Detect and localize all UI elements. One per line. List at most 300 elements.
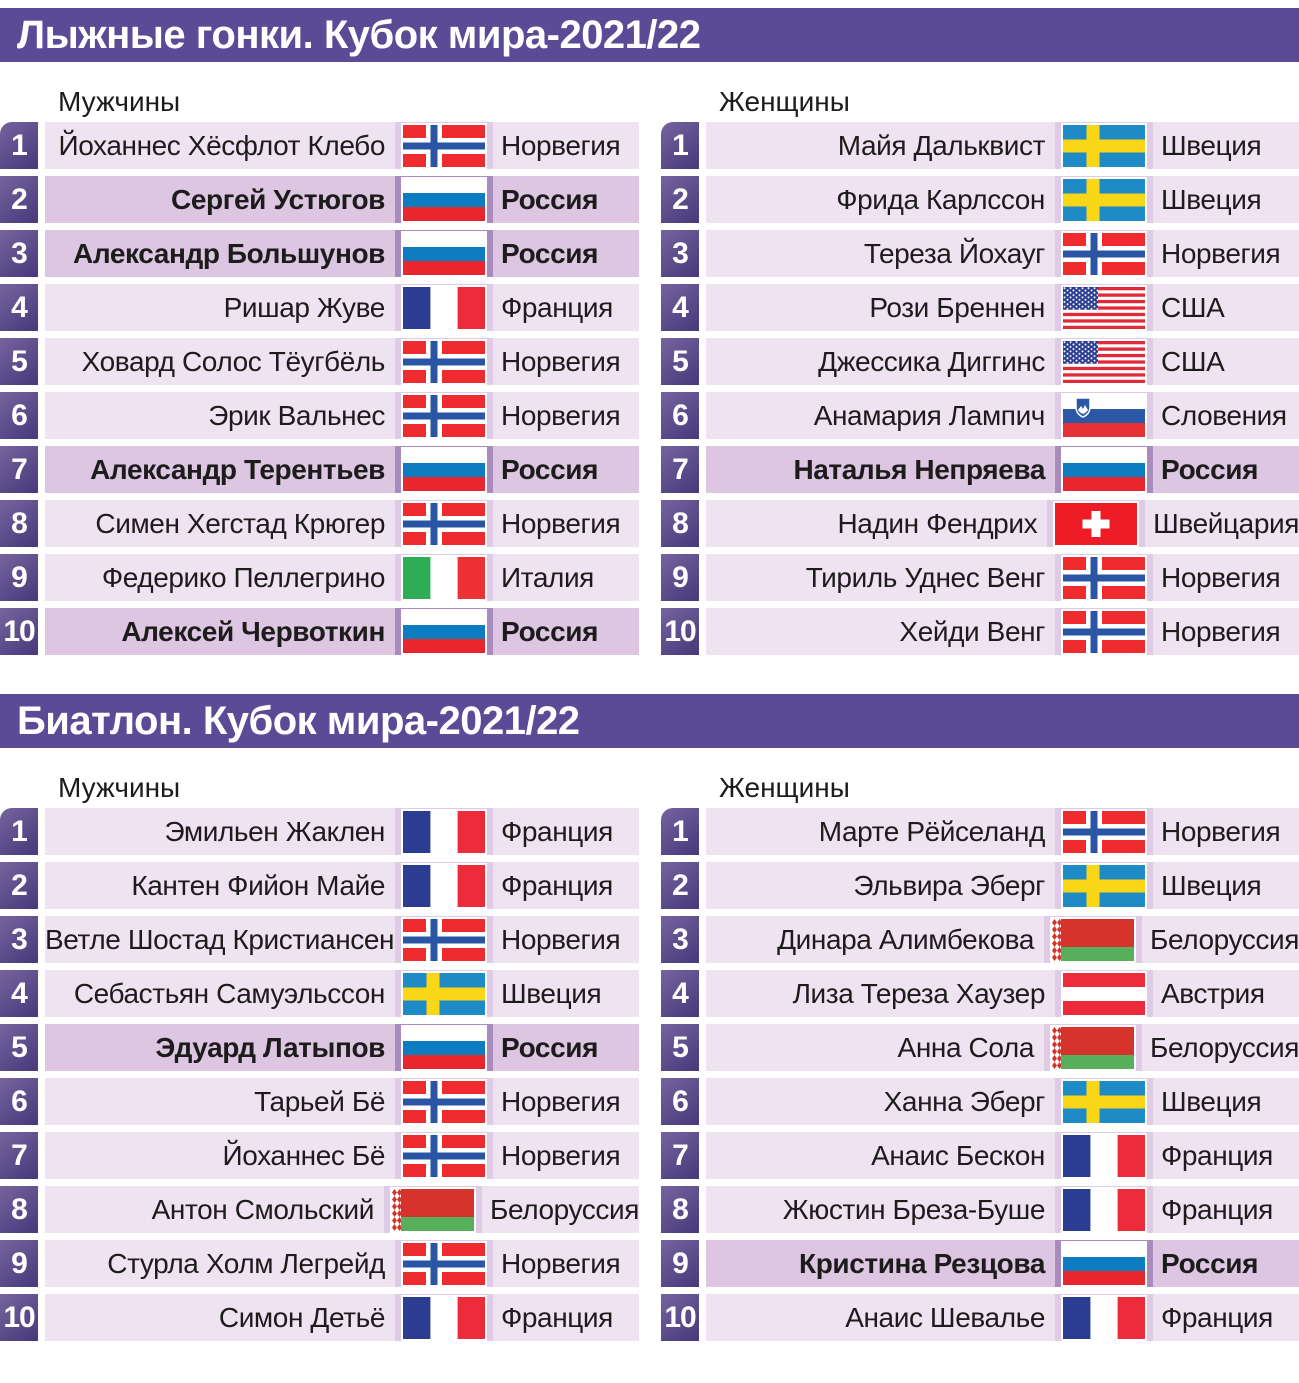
country-name: Франция bbox=[1161, 1193, 1273, 1225]
rank-badge: 7 bbox=[661, 1132, 699, 1179]
ranking-row bbox=[0, 446, 639, 493]
ranking-row bbox=[661, 1024, 1299, 1071]
rank-badge: 4 bbox=[661, 970, 699, 1017]
athlete-name: Лиза Тереза Хаузер bbox=[792, 977, 1045, 1009]
row-bar bbox=[706, 284, 1299, 331]
row-bar bbox=[706, 1078, 1299, 1125]
rank-badge: 1 bbox=[0, 808, 38, 855]
switzerland-flag-icon bbox=[1053, 501, 1139, 547]
norway-flag-icon bbox=[401, 1133, 487, 1179]
flag-cell bbox=[1055, 554, 1153, 601]
flag-cell bbox=[395, 862, 493, 909]
ranking-row bbox=[0, 1024, 639, 1071]
country-name: Франция bbox=[501, 869, 613, 901]
flag-cell bbox=[1055, 230, 1153, 277]
athlete-name: Симон Детьё bbox=[218, 1301, 385, 1333]
section-columns bbox=[0, 62, 1299, 662]
flag-cell bbox=[1055, 122, 1153, 169]
country-name: Белоруссия bbox=[1150, 1031, 1299, 1063]
flag-cell bbox=[395, 1132, 493, 1179]
country-name: Австрия bbox=[1161, 977, 1265, 1009]
row-bar bbox=[706, 122, 1299, 169]
country-name: Россия bbox=[1161, 1247, 1259, 1279]
athlete-name: Анна Сола bbox=[897, 1031, 1034, 1063]
flag-cell bbox=[1055, 446, 1153, 493]
rank-badge: 5 bbox=[661, 338, 699, 385]
row-bar bbox=[45, 608, 639, 655]
section-biathlon bbox=[0, 694, 1299, 1348]
row-bar bbox=[45, 1078, 639, 1125]
rank-badge: 5 bbox=[0, 338, 38, 385]
country-name: Белоруссия bbox=[490, 1193, 639, 1225]
row-bar bbox=[706, 916, 1299, 963]
ranking-row bbox=[0, 1240, 639, 1287]
rank-badge: 3 bbox=[0, 230, 38, 277]
rank-badge: 9 bbox=[0, 1240, 38, 1287]
flag-cell bbox=[395, 122, 493, 169]
ranking-row bbox=[661, 392, 1299, 439]
flag-cell bbox=[395, 446, 493, 493]
athlete-name: Кантен Фийон Майе bbox=[131, 869, 385, 901]
country-name: Россия bbox=[501, 1031, 599, 1063]
flag-cell bbox=[1055, 1294, 1153, 1341]
flag-cell bbox=[1055, 338, 1153, 385]
row-bar bbox=[45, 808, 639, 855]
row-bar bbox=[45, 176, 639, 223]
ranking-row bbox=[0, 392, 639, 439]
column-women bbox=[661, 748, 1299, 1348]
rank-badge: 8 bbox=[0, 1186, 38, 1233]
athlete-name: Симен Хегстад Крюгер bbox=[95, 507, 385, 539]
flag-cell bbox=[1044, 916, 1142, 963]
ranking-row bbox=[661, 970, 1299, 1017]
usa-flag-icon bbox=[1061, 285, 1147, 331]
austria-flag-icon bbox=[1061, 971, 1147, 1017]
row-bar bbox=[706, 230, 1299, 277]
athlete-name: Тереза Йохауг bbox=[863, 237, 1045, 269]
italy-flag-icon bbox=[401, 555, 487, 601]
ranking-row bbox=[0, 1078, 639, 1125]
ranking-list bbox=[661, 808, 1299, 1341]
country-name: Норвегия bbox=[501, 345, 621, 377]
ranking-row bbox=[0, 970, 639, 1017]
flag-cell bbox=[1044, 1024, 1142, 1071]
ranking-row bbox=[661, 808, 1299, 855]
row-bar bbox=[706, 808, 1299, 855]
norway-flag-icon bbox=[401, 1241, 487, 1287]
athlete-name: Антон Смольский bbox=[151, 1193, 374, 1225]
athlete-name: Стурла Холм Легрейд bbox=[107, 1247, 385, 1279]
france-flag-icon bbox=[401, 285, 487, 331]
row-bar bbox=[706, 1240, 1299, 1287]
athlete-name: Александр Терентьев bbox=[90, 453, 385, 485]
ranking-row bbox=[661, 338, 1299, 385]
ranking-row bbox=[661, 1294, 1299, 1341]
slovenia-flag-icon bbox=[1061, 393, 1147, 439]
row-bar bbox=[706, 446, 1299, 493]
ranking-row bbox=[0, 1132, 639, 1179]
row-bar bbox=[45, 1294, 639, 1341]
ranking-row bbox=[661, 230, 1299, 277]
belarus-flag-icon bbox=[1050, 1025, 1136, 1071]
country-name: Швеция bbox=[501, 977, 602, 1009]
row-bar bbox=[706, 1024, 1299, 1071]
athlete-name: Сергей Устюгов bbox=[171, 183, 385, 215]
rank-badge: 7 bbox=[0, 1132, 38, 1179]
rank-badge: 6 bbox=[0, 1078, 38, 1125]
belarus-flag-icon bbox=[390, 1187, 476, 1233]
rank-badge: 1 bbox=[0, 122, 38, 169]
row-bar bbox=[45, 862, 639, 909]
row-bar bbox=[706, 338, 1299, 385]
rank-badge: 7 bbox=[661, 446, 699, 493]
row-bar bbox=[45, 392, 639, 439]
norway-flag-icon bbox=[1061, 555, 1147, 601]
ranking-list bbox=[661, 122, 1299, 655]
flag-cell bbox=[395, 176, 493, 223]
norway-flag-icon bbox=[401, 501, 487, 547]
country-name: Франция bbox=[1161, 1301, 1273, 1333]
country-name: Россия bbox=[1161, 453, 1259, 485]
flag-cell bbox=[395, 1240, 493, 1287]
section-cross-country bbox=[0, 8, 1299, 662]
ranking-row bbox=[0, 284, 639, 331]
rank-badge: 2 bbox=[661, 862, 699, 909]
flag-cell bbox=[395, 338, 493, 385]
country-name: Норвегия bbox=[501, 399, 621, 431]
flag-cell bbox=[395, 554, 493, 601]
row-bar bbox=[45, 1132, 639, 1179]
country-name: США bbox=[1161, 345, 1225, 377]
ranking-row bbox=[0, 554, 639, 601]
ranking-row bbox=[661, 608, 1299, 655]
rank-badge: 9 bbox=[661, 1240, 699, 1287]
rank-badge: 9 bbox=[661, 554, 699, 601]
ranking-row bbox=[0, 1294, 639, 1341]
row-bar bbox=[45, 446, 639, 493]
athlete-name: Александр Большунов bbox=[73, 237, 385, 269]
rank-badge: 10 bbox=[0, 608, 38, 655]
rank-badge: 4 bbox=[0, 970, 38, 1017]
flag-cell bbox=[1055, 1078, 1153, 1125]
country-name: Россия bbox=[501, 615, 599, 647]
ranking-row bbox=[0, 230, 639, 277]
ranking-row bbox=[0, 122, 639, 169]
athlete-name: Йоханнес Хёсфлот Клебо bbox=[58, 129, 385, 161]
country-name: Швеция bbox=[1161, 129, 1262, 161]
country-name: Норвегия bbox=[1161, 815, 1281, 847]
country-name: Норвегия bbox=[501, 1247, 621, 1279]
flag-cell bbox=[1047, 500, 1145, 547]
row-bar bbox=[45, 970, 639, 1017]
flag-cell bbox=[395, 284, 493, 331]
flag-cell bbox=[395, 916, 493, 963]
ranking-row bbox=[0, 608, 639, 655]
country-name: Норвегия bbox=[501, 129, 621, 161]
column-men bbox=[0, 748, 639, 1348]
row-bar bbox=[45, 1024, 639, 1071]
russia-flag-icon bbox=[1061, 1241, 1147, 1287]
france-flag-icon bbox=[1061, 1295, 1147, 1341]
section-columns bbox=[0, 748, 1299, 1348]
country-name: Франция bbox=[501, 1301, 613, 1333]
france-flag-icon bbox=[1061, 1187, 1147, 1233]
flag-cell bbox=[395, 392, 493, 439]
row-bar bbox=[706, 970, 1299, 1017]
section-title: Лыжные гонки. Кубок мира-2021/22 bbox=[17, 12, 701, 57]
row-bar bbox=[706, 1294, 1299, 1341]
rank-badge: 5 bbox=[0, 1024, 38, 1071]
row-bar bbox=[45, 338, 639, 385]
athlete-name: Йоханнес Бё bbox=[222, 1139, 385, 1171]
country-name: Швеция bbox=[1161, 1085, 1262, 1117]
section-title-bar bbox=[0, 8, 1299, 62]
ranking-row bbox=[661, 122, 1299, 169]
rank-badge: 3 bbox=[661, 230, 699, 277]
flag-cell bbox=[1055, 808, 1153, 855]
row-bar bbox=[706, 176, 1299, 223]
row-bar bbox=[706, 500, 1299, 547]
athlete-name: Наталья Непряева bbox=[793, 453, 1045, 485]
section-title: Биатлон. Кубок мира-2021/22 bbox=[17, 698, 580, 743]
country-name: Швеция bbox=[1161, 869, 1262, 901]
athlete-name: Жюстин Бреза-Буше bbox=[782, 1193, 1045, 1225]
country-name: Белоруссия bbox=[1150, 923, 1299, 955]
athlete-name: Хейди Венг bbox=[899, 615, 1045, 647]
rank-badge: 2 bbox=[0, 862, 38, 909]
ranking-row bbox=[661, 1132, 1299, 1179]
row-bar bbox=[45, 284, 639, 331]
athlete-name: Эдуард Латыпов bbox=[155, 1031, 385, 1063]
rank-badge: 6 bbox=[661, 1078, 699, 1125]
norway-flag-icon bbox=[401, 123, 487, 169]
ranking-row bbox=[0, 176, 639, 223]
rank-badge: 10 bbox=[661, 608, 699, 655]
athlete-name: Рози Бреннен bbox=[869, 291, 1045, 323]
sweden-flag-icon bbox=[401, 971, 487, 1017]
rank-badge: 1 bbox=[661, 122, 699, 169]
rank-badge: 5 bbox=[661, 1024, 699, 1071]
country-name: Норвегия bbox=[501, 507, 621, 539]
row-bar bbox=[706, 608, 1299, 655]
russia-flag-icon bbox=[401, 447, 487, 493]
russia-flag-icon bbox=[1061, 447, 1147, 493]
athlete-name: Ветле Шостад Кристиансен bbox=[45, 923, 395, 955]
ranking-row bbox=[661, 284, 1299, 331]
sweden-flag-icon bbox=[1061, 123, 1147, 169]
france-flag-icon bbox=[1061, 1133, 1147, 1179]
rank-badge: 3 bbox=[661, 916, 699, 963]
ranking-row bbox=[661, 176, 1299, 223]
country-name: США bbox=[1161, 291, 1225, 323]
france-flag-icon bbox=[401, 1295, 487, 1341]
country-name: Россия bbox=[501, 183, 599, 215]
ranking-row bbox=[0, 808, 639, 855]
flag-cell bbox=[395, 608, 493, 655]
athlete-name: Ришар Жуве bbox=[223, 291, 385, 323]
rank-badge: 8 bbox=[661, 1186, 699, 1233]
row-bar bbox=[706, 392, 1299, 439]
row-bar bbox=[45, 500, 639, 547]
flag-cell bbox=[395, 500, 493, 547]
athlete-name: Эрик Вальнес bbox=[208, 399, 385, 431]
flag-cell bbox=[1055, 1186, 1153, 1233]
ranking-row bbox=[661, 862, 1299, 909]
rank-badge: 4 bbox=[0, 284, 38, 331]
country-name: Франция bbox=[501, 815, 613, 847]
athlete-name: Себастьян Самуэльссон bbox=[73, 977, 385, 1009]
rank-badge: 2 bbox=[661, 176, 699, 223]
ranking-row bbox=[0, 862, 639, 909]
country-name: Норвегия bbox=[1161, 561, 1281, 593]
column-men bbox=[0, 62, 639, 662]
athlete-name: Надин Фендрих bbox=[837, 507, 1038, 539]
flag-cell bbox=[1055, 284, 1153, 331]
row-bar bbox=[45, 122, 639, 169]
athlete-name: Фрида Карлссон bbox=[836, 183, 1045, 215]
country-name: Норвегия bbox=[1161, 237, 1281, 269]
russia-flag-icon bbox=[401, 177, 487, 223]
flag-cell bbox=[1055, 1240, 1153, 1287]
ranking-row bbox=[661, 916, 1299, 963]
row-bar bbox=[706, 554, 1299, 601]
rank-badge: 8 bbox=[0, 500, 38, 547]
row-bar bbox=[45, 1240, 639, 1287]
norway-flag-icon bbox=[401, 393, 487, 439]
athlete-name: Марте Рёйселанд bbox=[818, 815, 1045, 847]
country-name: Швеция bbox=[1161, 183, 1262, 215]
athlete-name: Ховард Солос Тёугбёль bbox=[81, 345, 385, 377]
ranking-row bbox=[661, 446, 1299, 493]
ranking-row bbox=[661, 554, 1299, 601]
country-name: Норвегия bbox=[1161, 615, 1281, 647]
country-name: Россия bbox=[501, 453, 599, 485]
ranking-row bbox=[661, 1240, 1299, 1287]
athlete-name: Майя Дальквист bbox=[837, 129, 1045, 161]
rank-badge: 10 bbox=[0, 1294, 38, 1341]
rank-badge: 6 bbox=[0, 392, 38, 439]
flag-cell bbox=[1055, 1132, 1153, 1179]
column-label: Женщины bbox=[719, 86, 850, 117]
country-name: Норвегия bbox=[501, 1085, 621, 1117]
flag-cell bbox=[1055, 176, 1153, 223]
russia-flag-icon bbox=[401, 1025, 487, 1071]
rank-badge: 8 bbox=[661, 500, 699, 547]
country-name: Норвегия bbox=[501, 1139, 621, 1171]
athlete-name: Тарьей Бё bbox=[254, 1085, 385, 1117]
row-bar bbox=[45, 230, 639, 277]
rank-badge: 3 bbox=[0, 916, 38, 963]
sweden-flag-icon bbox=[1061, 863, 1147, 909]
country-name: Франция bbox=[1161, 1139, 1273, 1171]
belarus-flag-icon bbox=[1050, 917, 1136, 963]
ranking-row bbox=[0, 1186, 639, 1233]
row-bar bbox=[45, 554, 639, 601]
column-label: Мужчины bbox=[58, 772, 181, 803]
rank-badge: 2 bbox=[0, 176, 38, 223]
athlete-name: Эмильен Жаклен bbox=[164, 815, 385, 847]
sweden-flag-icon bbox=[1061, 177, 1147, 223]
norway-flag-icon bbox=[1061, 609, 1147, 655]
france-flag-icon bbox=[401, 809, 487, 855]
rank-badge: 10 bbox=[661, 1294, 699, 1341]
france-flag-icon bbox=[401, 863, 487, 909]
russia-flag-icon bbox=[401, 231, 487, 277]
flag-cell bbox=[395, 1024, 493, 1071]
norway-flag-icon bbox=[401, 1079, 487, 1125]
athlete-name: Кристина Резцова bbox=[799, 1247, 1045, 1279]
athlete-name: Ханна Эберг bbox=[883, 1085, 1045, 1117]
athlete-name: Динара Алимбекова bbox=[777, 923, 1034, 955]
flag-cell bbox=[1055, 392, 1153, 439]
athlete-name: Тириль Уднес Венг bbox=[805, 561, 1045, 593]
flag-cell bbox=[395, 1294, 493, 1341]
ranking-list bbox=[0, 808, 639, 1341]
athlete-name: Федерико Пеллегрино bbox=[101, 561, 385, 593]
country-name: Норвегия bbox=[501, 923, 621, 955]
rank-badge: 7 bbox=[0, 446, 38, 493]
ranking-list bbox=[0, 122, 639, 655]
ranking-row bbox=[661, 1078, 1299, 1125]
ranking-row bbox=[0, 500, 639, 547]
athlete-name: Эльвира Эберг bbox=[853, 869, 1045, 901]
country-name: Россия bbox=[501, 237, 599, 269]
flag-cell bbox=[384, 1186, 482, 1233]
flag-cell bbox=[395, 808, 493, 855]
row-bar bbox=[45, 916, 639, 963]
rank-badge: 4 bbox=[661, 284, 699, 331]
row-bar bbox=[706, 1132, 1299, 1179]
athlete-name: Алексей Червоткин bbox=[121, 615, 385, 647]
flag-cell bbox=[1055, 970, 1153, 1017]
rank-badge: 1 bbox=[661, 808, 699, 855]
sweden-flag-icon bbox=[1061, 1079, 1147, 1125]
flag-cell bbox=[395, 1078, 493, 1125]
ranking-row bbox=[661, 1186, 1299, 1233]
country-name: Швейцария bbox=[1153, 507, 1299, 539]
rank-badge: 6 bbox=[661, 392, 699, 439]
row-bar bbox=[45, 1186, 639, 1233]
country-name: Словения bbox=[1161, 399, 1287, 431]
rank-badge: 9 bbox=[0, 554, 38, 601]
column-label: Женщины bbox=[719, 772, 850, 803]
ranking-row bbox=[661, 500, 1299, 547]
russia-flag-icon bbox=[401, 609, 487, 655]
flag-cell bbox=[1055, 608, 1153, 655]
athlete-name: Анаис Бескон bbox=[871, 1139, 1045, 1171]
flag-cell bbox=[395, 230, 493, 277]
athlete-name: Анаис Шевалье bbox=[845, 1301, 1045, 1333]
norway-flag-icon bbox=[401, 917, 487, 963]
norway-flag-icon bbox=[401, 339, 487, 385]
ranking-row bbox=[0, 916, 639, 963]
athlete-name: Джессика Диггинс bbox=[818, 345, 1045, 377]
row-bar bbox=[706, 862, 1299, 909]
column-label: Мужчины bbox=[58, 86, 181, 117]
norway-flag-icon bbox=[1061, 231, 1147, 277]
athlete-name: Анамария Лампич bbox=[813, 399, 1045, 431]
section-title-bar bbox=[0, 694, 1299, 748]
flag-cell bbox=[1055, 862, 1153, 909]
ranking-row bbox=[0, 338, 639, 385]
column-women bbox=[661, 62, 1299, 662]
flag-cell bbox=[395, 970, 493, 1017]
norway-flag-icon bbox=[1061, 809, 1147, 855]
usa-flag-icon bbox=[1061, 339, 1147, 385]
row-bar bbox=[706, 1186, 1299, 1233]
country-name: Италия bbox=[501, 561, 594, 593]
country-name: Франция bbox=[501, 291, 613, 323]
